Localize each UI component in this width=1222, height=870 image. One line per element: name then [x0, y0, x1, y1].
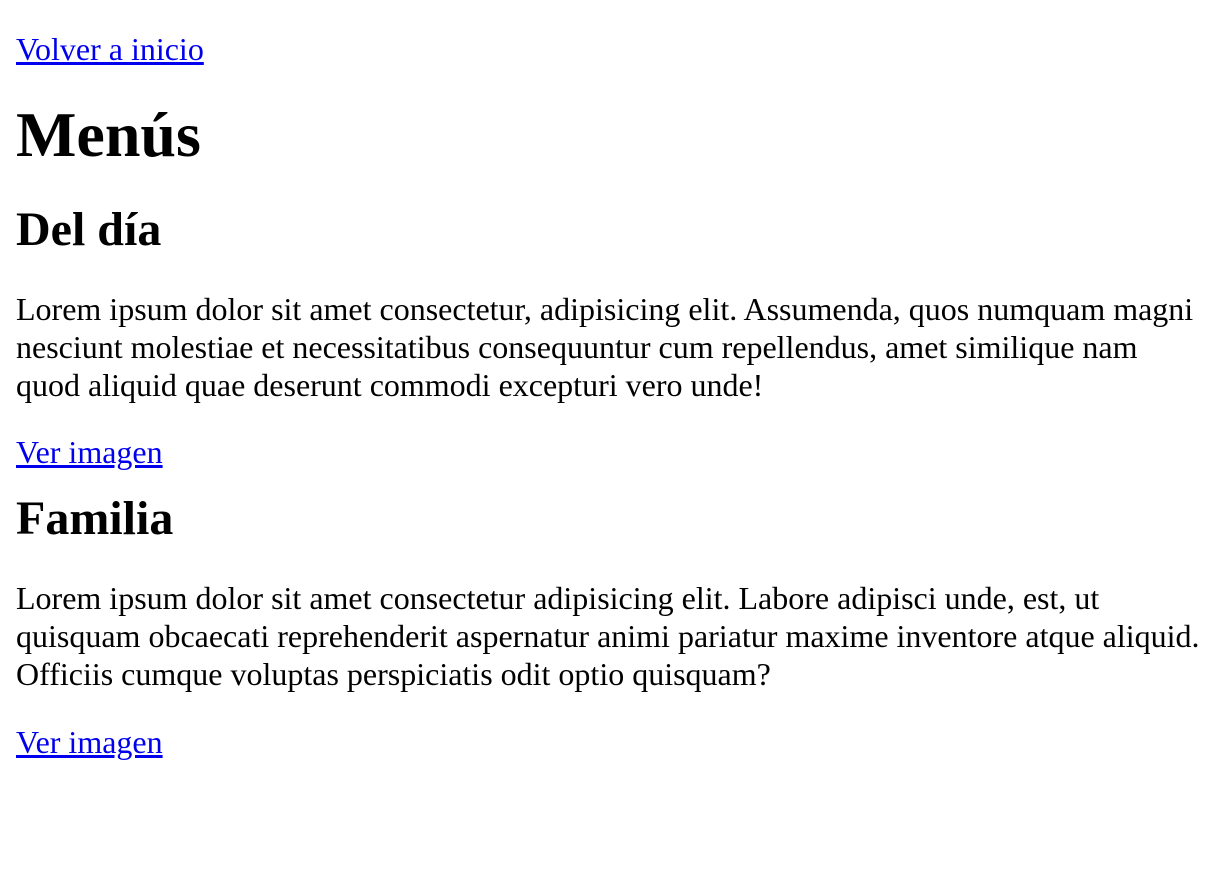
view-image-link-container — [16, 433, 1206, 471]
section-title: Del día — [16, 203, 162, 256]
view-image-link-del-dia[interactable]: Ver imagen — [16, 434, 163, 470]
back-link-container — [16, 0, 1206, 67]
view-image-link-familia[interactable]: Ver imagen — [16, 724, 163, 760]
back-to-home-link[interactable]: Volver a inicio — [16, 31, 204, 67]
page-title: Menús — [16, 99, 201, 170]
section-title: Familia — [16, 492, 174, 545]
section-description: Lorem ipsum dolor sit amet consectetur, adipisicing elit. Assumenda, quos numquam magni nesciunt molestiae et necessitatibus consequuntur cum repellendus, amet similique nam quod aliquid quae deserunt commodi excepturi vero unde! — [16, 291, 1194, 403]
section-familia — [16, 491, 1206, 761]
view-image-link-container — [16, 723, 1206, 761]
section-description: Lorem ipsum dolor sit amet consectetur adipisicing elit. Labore adipisci unde, est, ut quisquam obcaecati reprehenderit aspernatur animi pariatur maxime inventore atque aliquid. Officiis cumque voluptas perspiciatis odit optio quisquam? — [16, 580, 1200, 692]
section-del-dia — [16, 202, 1206, 471]
